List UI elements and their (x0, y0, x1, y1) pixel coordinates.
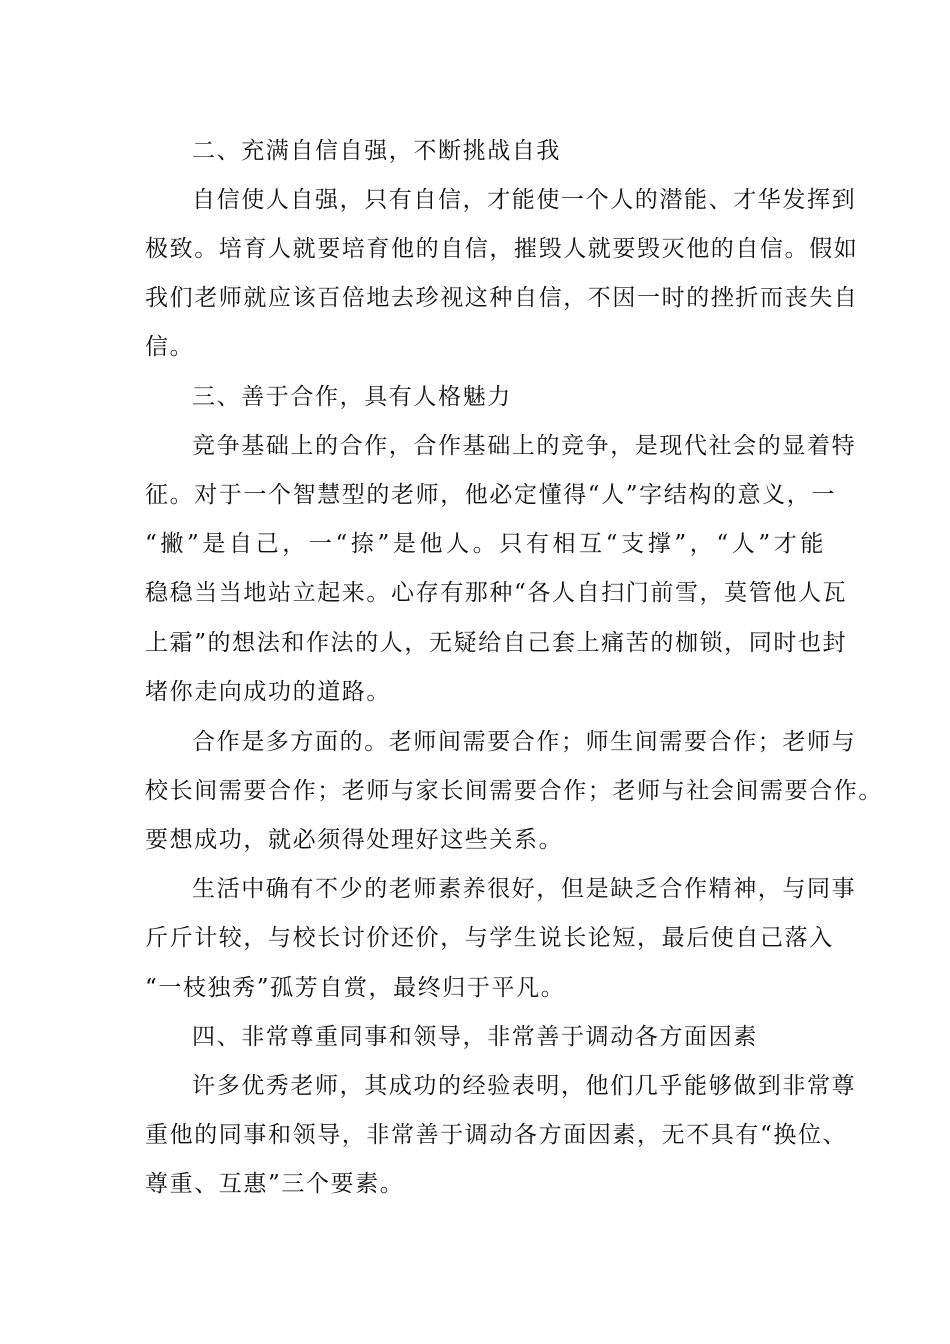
paragraph-line: 重他的同事和领导，非常善于调动各方面因素，无不具有“换位、 (145, 1122, 848, 1148)
paragraph-line: “一枝独秀”孤芳自赏，最终归于平凡。 (145, 975, 566, 1001)
section-heading-4: 四、非常尊重同事和领导，非常善于调动各方面因素 (192, 1024, 758, 1050)
paragraph-line: 稳稳当当地站立起来。心存有那种“各人自扫门前雪，莫管他人瓦 (145, 580, 848, 606)
paragraph-line: 自信使人自强，只有自信，才能使一个人的潜能、才华发挥到 (192, 187, 857, 213)
section-heading-3: 三、善于合作，具有人格魅力 (192, 384, 512, 410)
paragraph-line: 我们老师就应该百倍地去珍视这种自信，不因一时的挫折而丧失自 (145, 285, 859, 311)
paragraph-line: 信。 (145, 334, 195, 360)
paragraph-line: 生活中确有不少的老师素养很好，但是缺乏合作精神，与同事 (192, 876, 857, 902)
paragraph-line: 斤斤计较，与校长讨价还价，与学生说长论短，最后使自己落入 (145, 925, 834, 951)
paragraph-line: “撇”是自己，一“捺”是他人。只有相互“支撑”，“人”才能 (145, 531, 825, 557)
paragraph-line: 堵你走向成功的道路。 (145, 679, 391, 705)
paragraph-line: 上霜”的想法和作法的人，无疑给自己套上痛苦的枷锁，同时也封 (145, 630, 848, 656)
paragraph-line: 合作是多方面的。老师间需要合作；师生间需要合作；老师与 (192, 729, 857, 755)
paragraph-line: 要想成功，就必须得处理好这些关系。 (145, 827, 564, 853)
paragraph-line: 校长间需要合作；老师与家长间需要合作；老师与社会间需要合作。 (145, 778, 883, 804)
paragraph-line: 极致。培育人就要培育他的自信，摧毁人就要毁灭他的自信。假如 (145, 236, 859, 262)
paragraph-line: 许多优秀老师，其成功的经验表明，他们几乎能够做到非常尊 (192, 1073, 857, 1099)
paragraph-line: 竞争基础上的合作，合作基础上的竞争，是现代社会的显着特 (192, 433, 857, 459)
paragraph-line: 征。对于一个智慧型的老师，他必定懂得“人”字结构的意义，一 (145, 482, 836, 508)
section-heading-2: 二、充满自信自强，不断挑战自我 (192, 138, 561, 164)
paragraph-line: 尊重、互惠”三个要素。 (145, 1171, 405, 1197)
